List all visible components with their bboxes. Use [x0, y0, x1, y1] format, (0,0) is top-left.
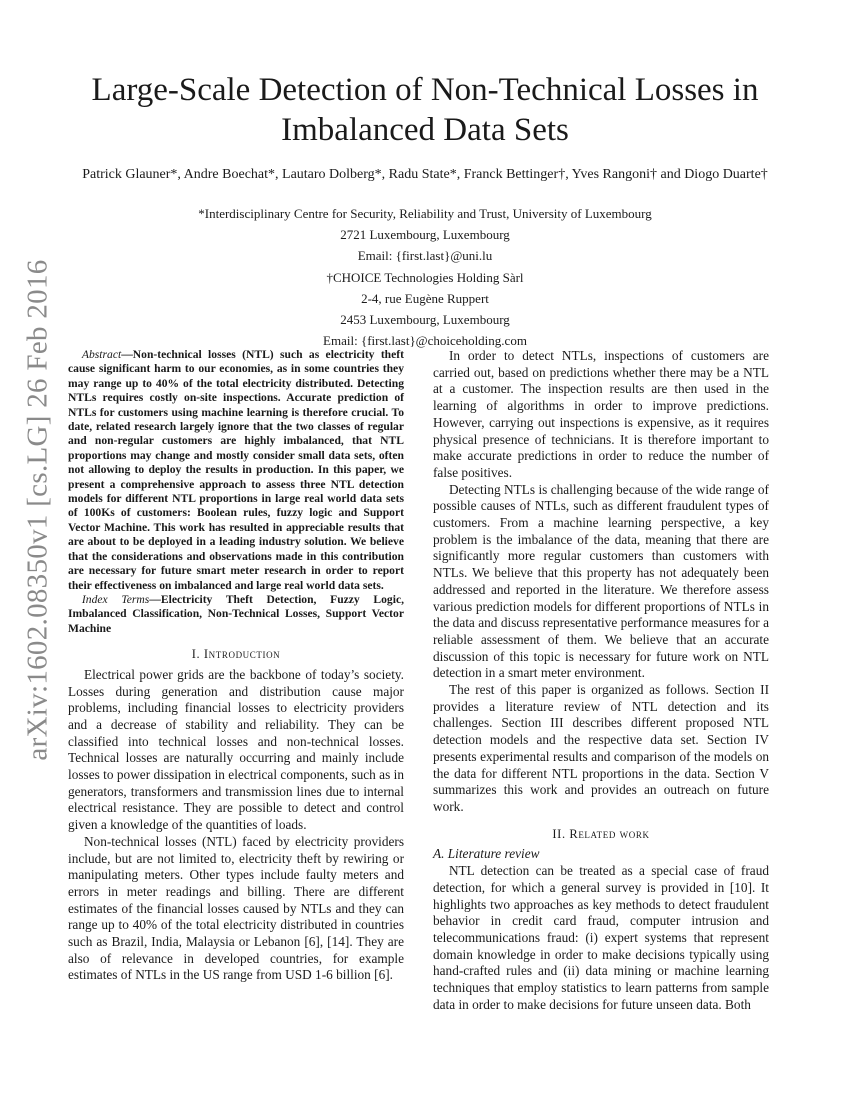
abstract-lead: Abstract: [81, 348, 122, 361]
abstract: [68, 348, 404, 593]
affiliation-email: Email: {first.last}@uni.lu: [357, 248, 493, 264]
index-terms-text: —Electricity Theft Detection, Fuzzy Logic, Imbalanced Classification, Non-Technical Losses, Support Vector Machine: [68, 592, 404, 635]
affiliation-line: †CHOICE Technologies Holding Sàrl: [326, 269, 524, 285]
index-terms: [68, 593, 404, 636]
left-column: [68, 348, 404, 984]
affiliation-line: 2-4, rue Eugène Ruppert: [361, 290, 489, 306]
affiliations: [60, 203, 790, 351]
paper-title: Large-Scale Detection of Non-Technical Losses in Imbalanced Data Sets: [91, 72, 759, 148]
right-column: [433, 348, 769, 1013]
paragraph: NTL detection can be treated as a special case of fraud detection, for which a general survey is provided in [10]. It highlights two approaches as key methods to detect fraudulent behavior in credit card fraud, computer intrusion and telecommunications fraud: (i) expert systems that represent domain knowledge in order to make decisions typically using hand-crafted rules and (ii) data mining or machine learning techniques that employ statistics to learn patterns from sample data in order to make decisions for future unseen data. Both: [433, 863, 769, 1012]
subsection-heading-literature-review: A. Literature review: [433, 846, 540, 862]
paragraph: Electrical power grids are the backbone of today’s society. Losses during generation and distribution cause major problems, including financial losses to electricity providers and a decrease of stability and reliability. They can be classified into technical losses and non-technical losses. Technical losses are naturally occurring and mainly include losses to power dissipation in electrical components, such as in generators, transformers and transmission lines due to internal electrical resistance. They are possible to detect and control given a knowledge of the quantities of loads.: [68, 666, 404, 833]
affiliation-line: 2453 Luxembourg, Luxembourg: [340, 312, 510, 328]
affiliation-line: *Interdisciplinary Centre for Security, Reliability and Trust, University of Luxembourg: [198, 206, 652, 221]
section-heading-related-work: II. Related work: [552, 826, 650, 841]
author-list: Patrick Glauner*, Andre Boechat*, Lautaro Dolberg*, Radu State*, Franck Bettinger†, Yves Rangoni† and Diogo Duarte†: [82, 167, 768, 182]
arxiv-identifier: arXiv:1602.08350v1 [cs.LG] 26 Feb 2016: [21, 259, 54, 761]
section-heading-introduction: I. Introduction: [191, 647, 281, 662]
paragraph: In order to detect NTLs, inspections of customers are carried out, based on predictions whether there may be a NTL at a customer. The inspection results are then used in the learning of algorithms in order to improve predictions. However, carrying out inspections is expensive, as it requires physical presence of technicians. It is therefore important to make accurate predictions in order to reduce the number of false positives.: [433, 348, 769, 480]
paragraph: The rest of this paper is organized as follows. Section II provides a literature review of NTL detection and its challenges. Section III describes different proposed NTL detection models and the respective data set. Section IV presents experimental results and comparison of the models on the data for different NTL proportions in the data. Section V summarizes this work and provides an outreach on future work.: [433, 682, 769, 814]
abstract-text: —Non-technical losses (NTL) such as electricity theft cause significant harm to our economies, as in some countries they may range up to 40% of the total electricity distributed. Detecting NTLs requires costly on-site inspections. Accurate prediction of NTLs for customers using machine learning is therefore crucial. To date, related research largely ignore that the two classes of regular and non-regular customers are highly imbalanced, that NTL proportions may change and mostly consider small data sets, often not allowing to deploy the results in production. In this paper, we present a comprehensive approach to assess three NTL detection models for different NTL proportions in large real world data sets of 100Ks of customers: Boolean rules, fuzzy logic and Support Vector Machine. This work has resulted in appreciable results that are about to be deployed in a leading industry solution. We believe that the considerations and observations made in this contribution are necessary for future smart meter research in order to report their effectiveness on imbalanced and large real world data sets.: [68, 348, 404, 592]
index-terms-lead: Index Terms: [81, 592, 150, 606]
affiliation-email: Email: {first.last}@choiceholding.com: [323, 333, 527, 349]
paragraph: Non-technical losses (NTL) faced by electricity providers include, but are not limited to, electricity theft by rewiring or manipulating meters. Other types include faulty meters and errors in meter readings and billing. There are different estimates of the financial losses caused by NTLs and they can range up to 40% of the total electricity distributed in countries such as Brazil, India, Malaysia or Lebanon [6], [14]. They are also of relevance in developed countries, for example estimates of NTLs in the US range from USD 1-6 billion [6].: [68, 833, 404, 983]
paragraph: Detecting NTLs is challenging because of the wide range of possible causes of NTLs, such as different fraudulent types of customers. From a machine learning perspective, a key problem is the imbalance of the data, meaning that there are significantly more regular customers than customers with NTLs. We believe that this property has not adequately been addressed and reported in the literature. We therefore assess various prediction models for different proportions of NTLs in the data and discuss representative performance measures for a reliable assessment of them. We believe that an accurate discussion of this topic is necessary for future work on NTL detection in a smart meter environment.: [433, 481, 769, 681]
affiliation-line: 2721 Luxembourg, Luxembourg: [340, 227, 510, 243]
